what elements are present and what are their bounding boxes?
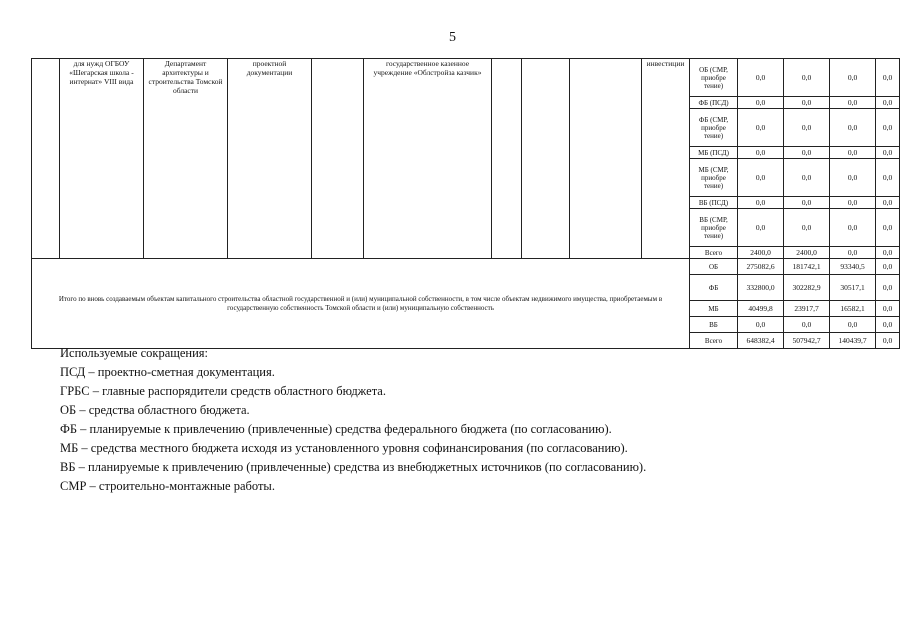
object-name-cell: для нужд ОГБОУ «Шегарская школа - интернат» VIII вида xyxy=(60,59,144,259)
amount-cell: 0,0 xyxy=(830,317,876,333)
amount-cell: 0,0 xyxy=(738,197,784,209)
funding-source-label: Всего xyxy=(690,333,738,349)
amount-cell: 0,0 xyxy=(876,247,900,259)
funding-source-label: ВБ (СМР, приобре тение) xyxy=(690,209,738,247)
table-row xyxy=(32,259,900,275)
abbreviation-item: ВБ – планируемые к привлечению (привлеченные) средства из внебюджетных источников (по согласованию). xyxy=(60,460,647,474)
amount-cell: 0,0 xyxy=(784,159,830,197)
amount-cell: 140439,7 xyxy=(830,333,876,349)
amount-cell: 23917,7 xyxy=(784,301,830,317)
funding-source-label: ВБ (ПСД) xyxy=(690,197,738,209)
cell-empty xyxy=(32,59,60,259)
amount-cell: 302282,9 xyxy=(784,275,830,301)
amount-cell: 0,0 xyxy=(738,59,784,97)
amount-cell: 181742,1 xyxy=(784,259,830,275)
amount-cell: 0,0 xyxy=(876,97,900,109)
amount-cell: 0,0 xyxy=(738,109,784,147)
amount-cell: 2400,0 xyxy=(738,247,784,259)
amount-cell: 0,0 xyxy=(784,209,830,247)
cell-empty xyxy=(570,59,642,259)
amount-cell: 0,0 xyxy=(830,59,876,97)
table-row xyxy=(32,59,900,97)
amount-cell: 0,0 xyxy=(738,147,784,159)
cell-empty xyxy=(312,59,364,259)
amount-cell: 0,0 xyxy=(876,209,900,247)
cell-empty xyxy=(492,59,522,259)
amount-cell: 93340,5 xyxy=(830,259,876,275)
amount-cell: 0,0 xyxy=(876,333,900,349)
amount-cell: 2400,0 xyxy=(784,247,830,259)
amount-cell: 0,0 xyxy=(830,109,876,147)
grbs-cell: Департамент архитектуры и строительства Томской области xyxy=(144,59,228,259)
amount-cell: 0,0 xyxy=(876,147,900,159)
customer-cell: государственное казенное учреждение «Облстройза казчик» xyxy=(364,59,492,259)
funding-source-label: МБ (СМР, приобре тение) xyxy=(690,159,738,197)
cell-empty xyxy=(522,59,570,259)
amount-cell: 0,0 xyxy=(876,109,900,147)
amount-cell: 332800,0 xyxy=(738,275,784,301)
page-number: 5 xyxy=(449,30,456,45)
abbreviation-item: ГРБС – главные распорядители средств областного бюджета. xyxy=(60,384,386,398)
amount-cell: 0,0 xyxy=(784,197,830,209)
amount-cell: 0,0 xyxy=(830,159,876,197)
amount-cell: 0,0 xyxy=(830,209,876,247)
amount-cell: 0,0 xyxy=(738,209,784,247)
abbreviation-item: СМР – строительно-монтажные работы. xyxy=(60,479,275,493)
amount-cell: 0,0 xyxy=(738,97,784,109)
amount-cell: 0,0 xyxy=(876,301,900,317)
amount-cell: 507942,7 xyxy=(784,333,830,349)
budget-table xyxy=(31,58,900,349)
stage-cell: проектной документации xyxy=(228,59,312,259)
amount-cell: 0,0 xyxy=(876,275,900,301)
amount-cell: 0,0 xyxy=(784,147,830,159)
funding-source-label: ФБ (ПСД) xyxy=(690,97,738,109)
amount-cell: 0,0 xyxy=(876,197,900,209)
amount-cell: 0,0 xyxy=(830,197,876,209)
amount-cell: 0,0 xyxy=(830,147,876,159)
abbreviation-item: ОБ – средства областного бюджета. xyxy=(60,403,250,417)
funding-source-label: ФБ xyxy=(690,275,738,301)
investment-type-cell: инвестиции xyxy=(642,59,690,259)
funding-source-label: МБ xyxy=(690,301,738,317)
amount-cell: 0,0 xyxy=(876,159,900,197)
amount-cell: 0,0 xyxy=(738,317,784,333)
funding-source-label: МБ (ПСД) xyxy=(690,147,738,159)
amount-cell: 30517,1 xyxy=(830,275,876,301)
amount-cell: 275082,6 xyxy=(738,259,784,275)
amount-cell: 0,0 xyxy=(830,247,876,259)
total-description-cell: Итого по вновь создаваемым объектам капитального строительства областной государственной и (или) муниципальной собственности, в том числе объектам недвижимого имущества, приобретаемым в государственную собственность Томской области и (или) муниципальную собственность xyxy=(32,259,690,349)
amount-cell: 0,0 xyxy=(876,317,900,333)
abbreviations-notes xyxy=(60,344,646,496)
amount-cell: 0,0 xyxy=(876,59,900,97)
amount-cell: 40499,8 xyxy=(738,301,784,317)
amount-cell: 0,0 xyxy=(784,317,830,333)
amount-cell: 648382,4 xyxy=(738,333,784,349)
amount-cell: 16582,1 xyxy=(830,301,876,317)
amount-cell: 0,0 xyxy=(738,159,784,197)
funding-source-label: ОБ (СМР, приобре тение) xyxy=(690,59,738,97)
amount-cell: 0,0 xyxy=(784,59,830,97)
abbreviations-heading: Используемые сокращения: xyxy=(60,346,209,360)
funding-source-label: ОБ xyxy=(690,259,738,275)
funding-source-label: ФБ (СМР, приобре тение) xyxy=(690,109,738,147)
amount-cell: 0,0 xyxy=(784,97,830,109)
abbreviation-item: ФБ – планируемые к привлечению (привлеченные) средства федерального бюджета (по согласованию). xyxy=(60,422,612,436)
abbreviation-item: МБ – средства местного бюджета исходя из установленного уровня софинансирования (по согласованию). xyxy=(60,441,628,455)
amount-cell: 0,0 xyxy=(784,109,830,147)
abbreviation-item: ПСД – проектно-сметная документация. xyxy=(60,365,275,379)
amount-cell: 0,0 xyxy=(876,259,900,275)
funding-source-label: Всего xyxy=(690,247,738,259)
amount-cell: 0,0 xyxy=(830,97,876,109)
funding-source-label: ВБ xyxy=(690,317,738,333)
